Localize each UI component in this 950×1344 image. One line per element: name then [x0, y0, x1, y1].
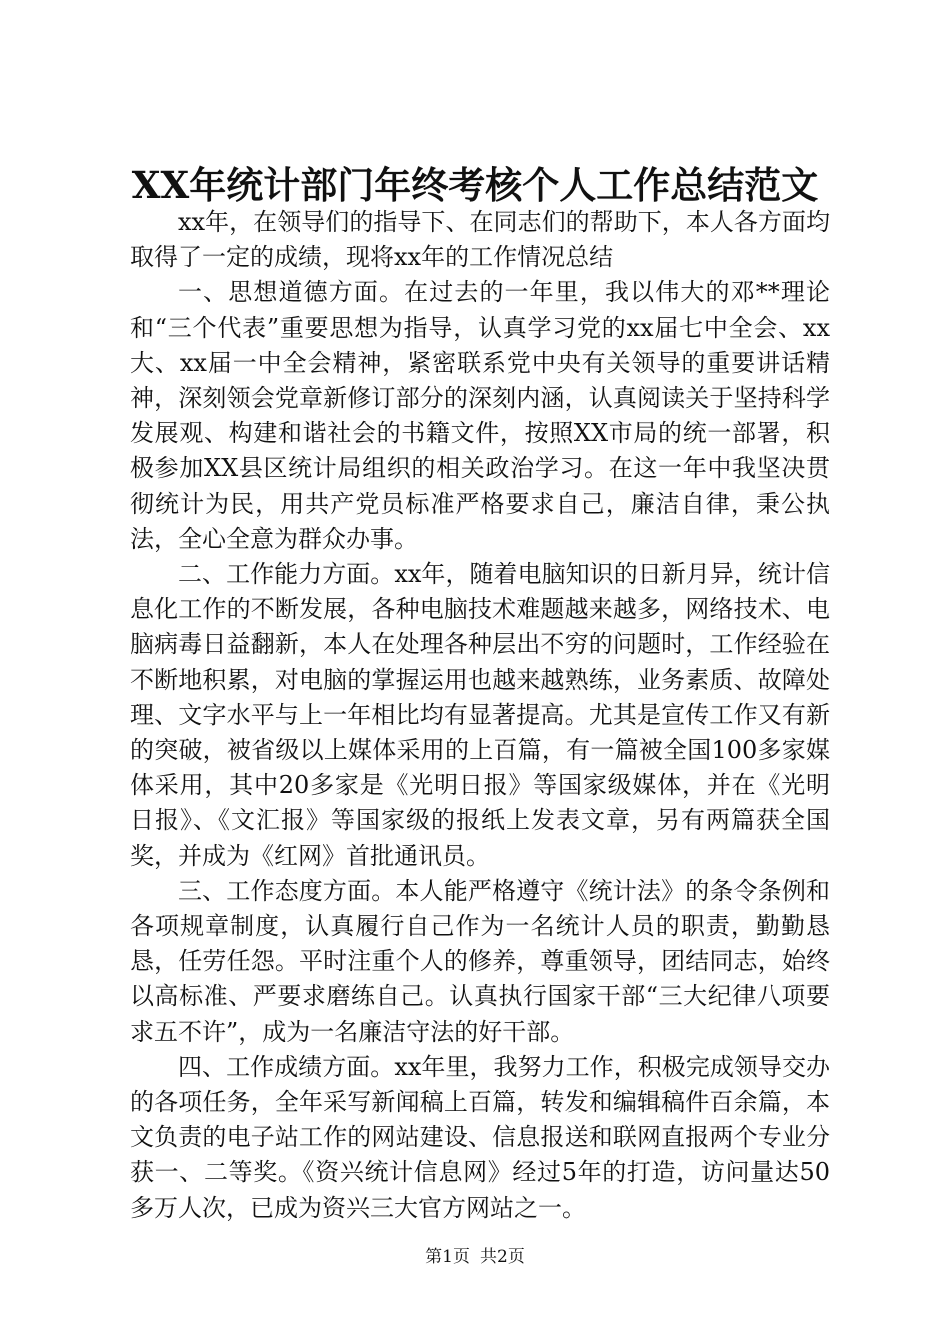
- document-body: [130, 205, 830, 1226]
- paragraph-moral: 一、思想道德方面。在过去的一年里，我以伟大的邓**理论和“三个代表”重要思想为指导，认真学习党的xx届七中全会、xx大、xx届一中全会精神，紧密联系党中央有关领导的重要讲话精神，深刻领会党章新修订部分的深刻内涵，认真阅读关于坚持科学发展观、构建和谐社会的书籍文件，按照XX市局的统一部署，积极参加XX县区统计局组织的相关政治学习。在这一年中我坚决贯彻统计为民，用共产党员标准严格要求自己，廉洁自律，秉公执法，全心全意为群众办事。: [130, 278, 830, 553]
- paragraph-ability: 二、工作能力方面。xx年，随着电脑知识的日新月异，统计信息化工作的不断发展，各种电脑技术难题越来越多，网络技术、电脑病毒日益翻新，本人在处理各种层出不穷的问题时，工作经验在不断地积累，对电脑的掌握运用也越来越熟练，业务素质、故障处理、文字水平与上一年相比均有显著提高。尤其是宣传工作又有新的突破，被省级以上媒体采用的上百篇，有一篇被全国100多家媒体采用，其中20多家是《光明日报》等国家级媒体，并在《光明日报》、《文汇报》等国家级的报纸上发表文章，另有两篇获全国奖，并成为《红网》首批通讯员。: [130, 560, 830, 870]
- document-title: XX年统计部门年终考核个人工作总结范文: [131, 163, 819, 207]
- page-total: 共2页: [480, 1247, 525, 1267]
- page-footer: [0, 1245, 950, 1269]
- paragraph-attitude: 三、工作态度方面。本人能严格遵守《统计法》的条令条例和各项规章制度，认真履行自己作为一名统计人员的职责，勤勤恳恳，任劳任怨。平时注重个人的修养，尊重领导，团结同志，始终以高标准、严要求磨练自己。认真执行国家干部“三大纪律八项要求五不许”，成为一名廉洁守法的好干部。: [130, 876, 830, 1046]
- page-number: 第1页: [425, 1247, 470, 1267]
- paragraph-intro: xx年，在领导们的指导下、在同志们的帮助下，本人各方面均取得了一定的成绩，现将xx年的工作情况总结: [130, 208, 830, 272]
- paragraph-achievement: 四、工作成绩方面。xx年里，我努力工作，积极完成领导交办的各项任务，全年采写新闻稿上百篇，转发和编辑稿件百余篇，本文负责的电子站工作的网站建设、信息报送和联网直报两个专业分获一、二等奖。《资兴统计信息网》经过5年的打造，访问量达50多万人次，已成为资兴三大官方网站之一。: [130, 1052, 830, 1222]
